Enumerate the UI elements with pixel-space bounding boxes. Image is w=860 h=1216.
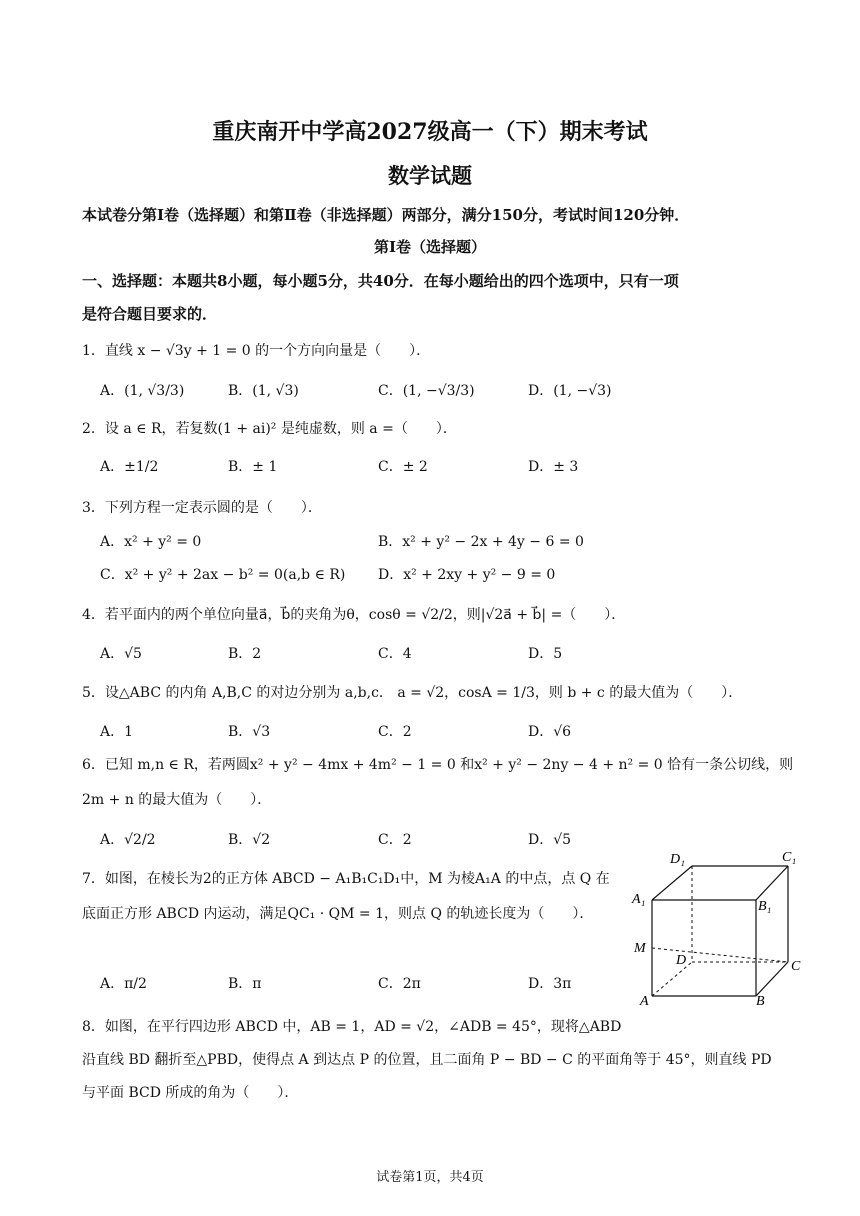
part-heading: 第Ⅰ卷（选择题） [373,238,487,256]
label-d1: D₁ [670,852,685,867]
question-6-option-a: A．√2/2 [100,832,156,848]
label-m: M [634,941,646,956]
question-7-option-d: D．3π [528,976,572,992]
exam-intro: 本试卷分第Ⅰ卷（选择题）和第Ⅱ卷（非选择题）两部分，满分150分，考试时间120分钟． [82,206,690,224]
section-heading-line2: 是符合题目要求的． [82,305,218,323]
question-6-option-c: C．2 [378,832,412,848]
question-7-option-a: A．π/2 [100,976,147,992]
question-2-option-d: D．± 3 [528,459,579,475]
question-8-stem-line1: 8．如图，在平行四边形 ABCD 中，AB = 1，AD = √2，∠ADB = 45°，现将△ABD [82,1019,622,1035]
question-4-option-d: D．5 [528,646,563,662]
question-6-option-b: B．√2 [228,832,271,848]
label-b1: B₁ [758,899,772,914]
question-4-option-b: B．2 [228,646,262,662]
label-d: D [676,953,687,968]
cube-figure [630,848,810,1008]
question-6-option-d: D．√5 [528,832,572,848]
section-heading-line1: 一、选择题：本题共8小题，每小题5分，共40分．在每小题给出的四个选项中，只有一项 [82,272,679,290]
question-3-stem: 3．下列方程一定表示圆的是（ ）． [82,500,322,516]
question-6-stem-line2: 2m + n 的最大值为（ ）． [82,792,272,808]
question-5-option-a: A．1 [100,724,134,740]
question-8-stem-line3: 与平面 BCD 所成的角为（ ）． [82,1085,299,1101]
page-footer: 试卷第1页，共4页 [376,1170,484,1185]
question-7-stem-line2: 底面正方形 ABCD 内运动，满足QC₁ · QM = 1，则点 Q 的轨迹长度为（ ）． [82,906,594,922]
question-7-stem-line1: 7．如图，在棱长为2的正方体 ABCD − A₁B₁C₁D₁中，M 为棱A₁A 的中点，点 Q 在 [82,871,610,887]
question-1-option-b: B．(1, √3) [228,383,299,399]
question-1-stem: 1．直线 x − √3y + 1 = 0 的一个方向向量是（ ）． [82,343,431,359]
question-2-option-b: B．± 1 [228,459,278,475]
question-3-option-a: A．x² + y² = 0 [100,534,202,550]
label-a: A [640,994,649,1008]
question-7-option-c: C．2π [378,976,421,992]
question-8-stem-line2: 沿直线 BD 翻折至△PBD，使得点 A 到达点 P 的位置，且二面角 P − BD − C 的平面角等于 45°，则直线 PD [82,1052,772,1068]
question-5-option-c: C．2 [378,724,412,740]
question-5-option-d: D．√6 [528,724,572,740]
question-5-option-b: B．√3 [228,724,271,740]
question-4-option-a: A．√5 [100,646,142,662]
question-3-option-b: B．x² + y² − 2x + 4y − 6 = 0 [378,534,584,550]
question-2-option-c: C．± 2 [378,459,428,475]
label-c1: C₁ [782,850,797,865]
question-4-stem: 4．若平面内的两个单位向量a⃗，b⃗的夹角为θ，cosθ = √2/2，则|√2a⃗ + b⃗| =（ ）． [82,607,626,623]
question-6-stem-line1: 6．已知 m,n ∈ R，若两圆x² + y² − 4mx + 4m² − 1 = 0 和x² + y² − 2ny − 4 + n² = 0 恰有一条公切线，则 [82,757,794,773]
label-a1: A₁ [632,892,646,907]
label-c: C [791,959,801,974]
question-3-option-c: C．x² + y² + 2ax − b² = 0(a,b ∈ R) [100,567,346,583]
question-4-option-c: C．4 [378,646,412,662]
question-3-option-d: D．x² + 2xy + y² − 9 = 0 [378,567,556,583]
question-2-stem: 2．设 a ∈ R，若复数(1 + ai)² 是纯虚数，则 a =（ ）． [82,421,457,437]
question-2-option-a: A．±1/2 [100,459,159,475]
page-subtitle: 数学试题 [388,163,472,188]
label-b: B [756,994,765,1008]
question-7-option-b: B．π [228,976,262,992]
question-1-option-c: C．(1, −√3/3) [378,383,475,399]
page-title: 重庆南开中学高2027级高一（下）期末考试 [212,119,648,145]
question-1-option-d: D．(1, −√3) [528,383,612,399]
question-1-option-a: A．(1, √3/3) [100,383,185,399]
question-5-stem: 5．设△ABC 的内角 A,B,C 的对边分别为 a,b,c． a = √2，cosA = 1/3，则 b + c 的最大值为（ ）． [82,685,743,701]
